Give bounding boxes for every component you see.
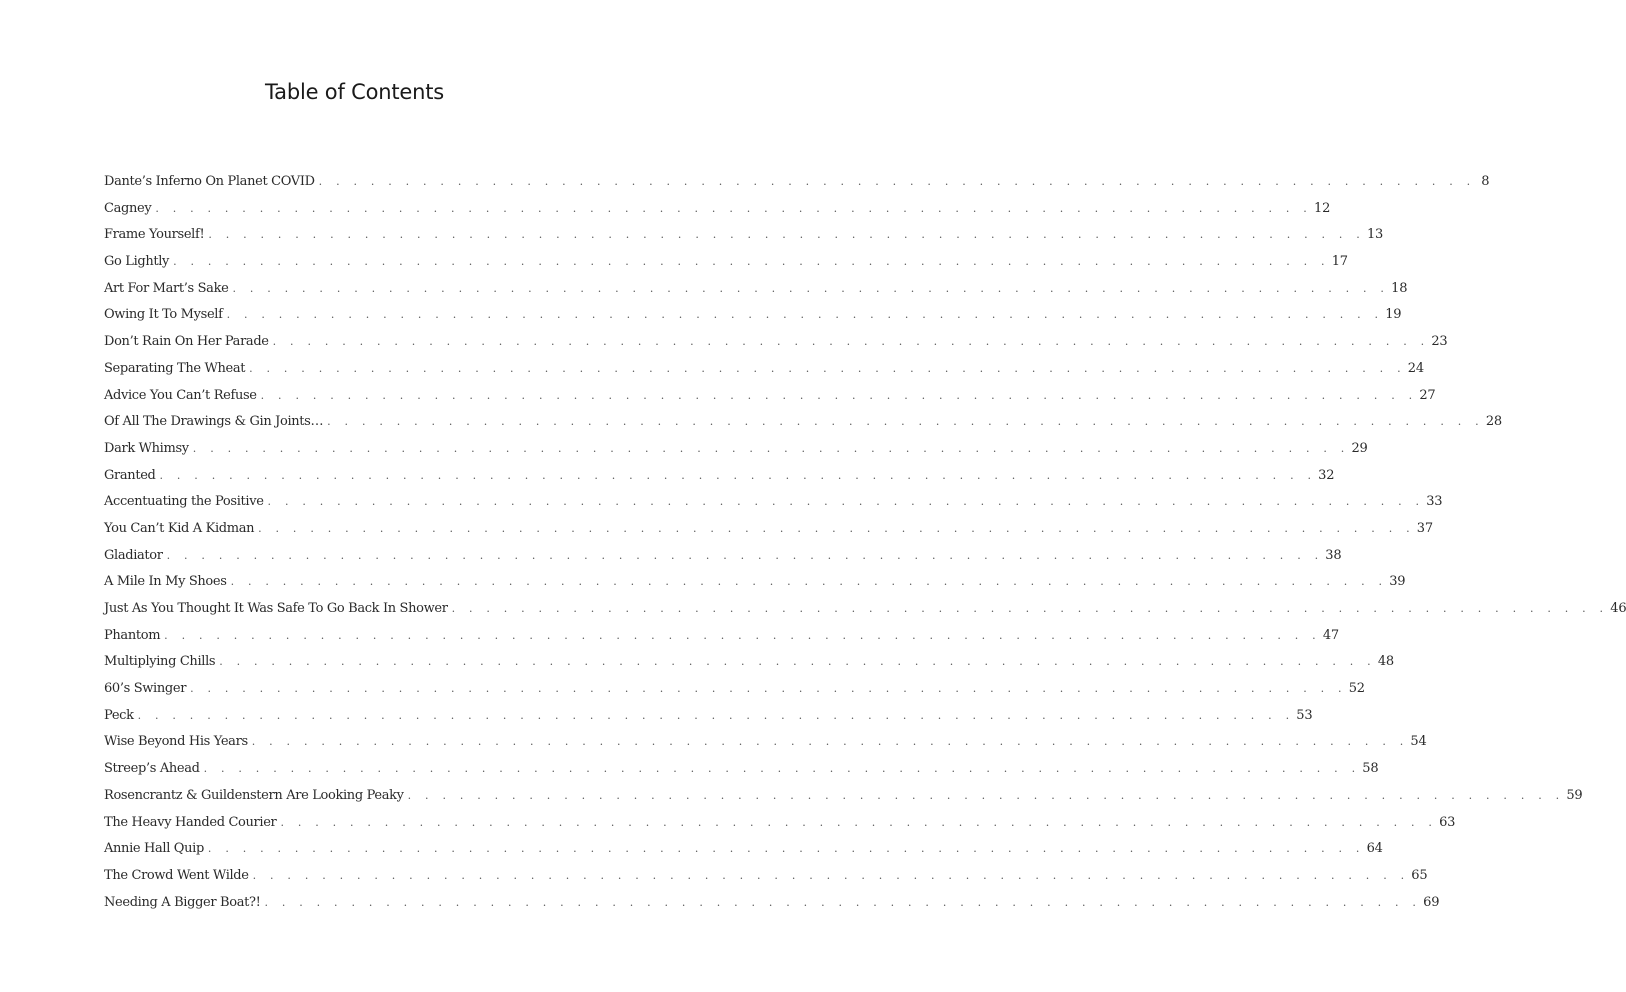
toc-entry-title: Art For Mart’s Sake [104, 280, 229, 296]
toc-page-number: 29 [1351, 440, 1368, 456]
dot-leader: . . . . . . . . . . . . . . . . . . . . . . . . . . . . . . . . . . . . . . . . . . . . . . . . . . . . . . . . . . . . . . . . . . . [327, 415, 1484, 429]
dot-leader: . . . . . . . . . . . . . . . . . . . . . . . . . . . . . . . . . . . . . . . . . . . . . . . . . . . . . . . . . . . . . . . . . . . [190, 682, 1347, 696]
dot-leader: . . . . . . . . . . . . . . . . . . . . . . . . . . . . . . . . . . . . . . . . . . . . . . . . . . . . . . . . . . . . . . . . . . . [451, 602, 1609, 615]
dot-leader: . . . . . . . . . . . . . . . . . . . . . . . . . . . . . . . . . . . . . . . . . . . . . . . . . . . . . . . . . . . . . . . . . . . [173, 255, 1330, 269]
toc-entry-title: Owing It To Myself [104, 307, 223, 323]
toc-page-number: 59 [1566, 787, 1583, 803]
dot-leader: . . . . . . . . . . . . . . . . . . . . . . . . . . . . . . . . . . . . . . . . . . . . . . . . . . . . . . . . . . . . . . . . . . . [267, 495, 1425, 509]
dot-leader: . . . . . . . . . . . . . . . . . . . . . . . . . . . . . . . . . . . . . . . . . . . . . . . . . . . . . . . . . . . . . . . . . . . [159, 468, 1317, 482]
toc-entry[interactable] [104, 307, 1402, 334]
toc-page-number: 58 [1362, 761, 1379, 777]
toc-entry[interactable] [104, 681, 1365, 708]
toc-page-number: 64 [1366, 841, 1383, 857]
toc-page-number: 19 [1385, 307, 1402, 323]
toc-page-number: 63 [1439, 814, 1456, 830]
toc-entry-title: Go Lightly [104, 254, 170, 270]
dot-leader: . . . . . . . . . . . . . . . . . . . . . . . . . . . . . . . . . . . . . . . . . . . . . . . . . . . . . . . . . . . . . . . . . . . [252, 868, 1410, 882]
toc-page-number: 28 [1485, 414, 1502, 430]
toc-entry-title: Peck [104, 707, 134, 723]
dot-leader: . . . . . . . . . . . . . . . . . . . . . . . . . . . . . . . . . . . . . . . . . . . . . . . . . . . . . . . . . . . . . . . . . . . [226, 308, 1384, 322]
toc-entry[interactable] [104, 627, 1339, 655]
toc-entry[interactable] [104, 200, 1331, 228]
toc-entry[interactable] [104, 787, 1583, 815]
toc-entry-title: Needing A Bigger Boat?! [104, 894, 261, 910]
toc-entry-title: Don’t Rain On Her Parade [104, 334, 269, 350]
dot-leader: . . . . . . . . . . . . . . . . . . . . . . . . . . . . . . . . . . . . . . . . . . . . . . . . . . . . . . . . . . . . . . . . . . . [155, 201, 1312, 215]
dot-leader: . . . . . . . . . . . . . . . . . . . . . . . . . . . . . . . . . . . . . . . . . . . . . . . . . . . . . . . . . . . . . . . . . . . [232, 281, 1390, 295]
toc-entry[interactable] [104, 547, 1342, 575]
dot-leader: . . . . . . . . . . . . . . . . . . . . . . . . . . . . . . . . . . . . . . . . . . . . . . . . . . . . . . . . . . . . . . . . . . . [208, 228, 1365, 242]
toc-entry[interactable] [104, 814, 1456, 842]
toc-entry-title: Rosencrantz & Guildenstern Are Looking Peaky [104, 787, 404, 803]
toc-page-number: 18 [1391, 280, 1408, 296]
toc-page-number: 12 [1314, 200, 1331, 216]
toc-entry[interactable] [104, 574, 1406, 601]
dot-leader: . . . . . . . . . . . . . . . . . . . . . . . . . . . . . . . . . . . . . . . . . . . . . . . . . . . . . . . . . . . . . . . . . . . [251, 735, 1409, 749]
toc-entry[interactable] [104, 601, 1626, 628]
toc-entry-title: Of All The Drawings & Gin Joints… [104, 414, 324, 430]
toc-entry-title: Dark Whimsy [104, 440, 189, 456]
toc-entry[interactable] [104, 894, 1440, 922]
toc-entry[interactable] [104, 734, 1427, 761]
toc-page-number: 47 [1322, 627, 1339, 643]
toc-page-number: 53 [1296, 707, 1313, 723]
toc-page-number: 37 [1416, 520, 1433, 536]
toc-entry[interactable] [104, 360, 1424, 388]
toc-page-number: 32 [1318, 467, 1335, 483]
toc-entry-title: You Can’t Kid A Kidman [104, 520, 255, 536]
toc-page-number: 48 [1377, 654, 1395, 670]
toc-page-number: 23 [1431, 334, 1448, 350]
toc-page-number: 33 [1426, 494, 1443, 510]
dot-leader: . . . . . . . . . . . . . . . . . . . . . . . . . . . . . . . . . . . . . . . . . . . . . . . . . . . . . . . . . . . . . . . . . . . [207, 842, 1365, 856]
toc-entry-title: A Mile In My Shoes [104, 574, 227, 590]
toc-entry[interactable] [104, 174, 1490, 201]
dot-leader: . . . . . . . . . . . . . . . . . . . . . . . . . . . . . . . . . . . . . . . . . . . . . . . . . . . . . . . . . . . . . . . . . . . [272, 335, 1430, 349]
toc-entry[interactable] [104, 841, 1383, 868]
toc-page-number: 65 [1411, 867, 1428, 883]
toc-entry[interactable] [104, 707, 1313, 735]
dot-leader: . . . . . . . . . . . . . . . . . . . . . . . . . . . . . . . . . . . . . . . . . . . . . . . . . . . . . . . . . . . . . . . . . . . [164, 628, 1321, 642]
toc-page-number: 27 [1419, 387, 1436, 403]
toc-page-number: 8 [1481, 174, 1490, 189]
toc-page-number: 38 [1325, 547, 1342, 563]
toc-page-number: 17 [1331, 254, 1348, 270]
toc-page-number: 46 [1610, 601, 1626, 616]
page-title: Table of Contents [265, 80, 444, 104]
toc-list [104, 174, 1626, 921]
toc-page-number: 52 [1348, 681, 1365, 697]
toc-page-number: 13 [1366, 227, 1384, 243]
dot-leader: . . . . . . . . . . . . . . . . . . . . . . . . . . . . . . . . . . . . . . . . . . . . . . . . . . . . . . . . . . . . . . . . . . . [230, 575, 1388, 589]
toc-entry-title: The Heavy Handed Courier [104, 814, 277, 830]
dot-leader: . . . . . . . . . . . . . . . . . . . . . . . . . . . . . . . . . . . . . . . . . . . . . . . . . . . . . . . . . . . . . . . . . . . [260, 388, 1418, 402]
dot-leader: . . . . . . . . . . . . . . . . . . . . . . . . . . . . . . . . . . . . . . . . . . . . . . . . . . . . . . . . . . . . . . . . . . . [318, 175, 1476, 188]
toc-entry-title: Just As You Thought It Was Safe To Go Back In Shower [104, 601, 448, 616]
toc-entry-title: Streep’s Ahead [104, 761, 200, 777]
toc-entry-title: Multiplying Chills [104, 654, 216, 670]
dot-leader: . . . . . . . . . . . . . . . . . . . . . . . . . . . . . . . . . . . . . . . . . . . . . . . . . . . . . . . . . . . . . . . . . . . [407, 788, 1565, 802]
dot-leader: . . . . . . . . . . . . . . . . . . . . . . . . . . . . . . . . . . . . . . . . . . . . . . . . . . . . . . . . . . . . . . . . . . . [249, 361, 1406, 375]
toc-entry-title: The Crowd Went Wilde [104, 867, 249, 883]
toc-entry[interactable] [104, 280, 1408, 308]
toc-entry-title: Cagney [104, 200, 152, 216]
toc-entry-title: 60’s Swinger [104, 681, 187, 697]
toc-page-number: 24 [1407, 360, 1424, 376]
toc-entry[interactable] [104, 520, 1433, 548]
toc-entry[interactable] [104, 254, 1348, 281]
toc-entry-title: Separating The Wheat [104, 360, 246, 376]
toc-entry-title: Gladiator [104, 547, 163, 563]
dot-leader: . . . . . . . . . . . . . . . . . . . . . . . . . . . . . . . . . . . . . . . . . . . . . . . . . . . . . . . . . . . . . . . . . . . [166, 548, 1324, 562]
toc-entry-title: Accentuating the Positive [104, 494, 264, 510]
dot-leader: . . . . . . . . . . . . . . . . . . . . . . . . . . . . . . . . . . . . . . . . . . . . . . . . . . . . . . . . . . . . . . . . . . . [219, 655, 1376, 669]
toc-entry[interactable] [104, 414, 1502, 441]
toc-entry[interactable] [104, 494, 1443, 521]
toc-entry-title: Phantom [104, 627, 161, 643]
toc-entry-title: Advice You Can’t Refuse [104, 387, 257, 403]
toc-entry[interactable] [104, 440, 1368, 468]
dot-leader: . . . . . . . . . . . . . . . . . . . . . . . . . . . . . . . . . . . . . . . . . . . . . . . . . . . . . . . . . . . . . . . . . . . [192, 441, 1350, 455]
toc-entry-title: Wise Beyond His Years [104, 734, 248, 750]
dot-leader: . . . . . . . . . . . . . . . . . . . . . . . . . . . . . . . . . . . . . . . . . . . . . . . . . . . . . . . . . . . . . . . . . . . [258, 521, 1415, 535]
dot-leader: . . . . . . . . . . . . . . . . . . . . . . . . . . . . . . . . . . . . . . . . . . . . . . . . . . . . . . . . . . . . . . . . . . . [280, 815, 1438, 829]
dot-leader: . . . . . . . . . . . . . . . . . . . . . . . . . . . . . . . . . . . . . . . . . . . . . . . . . . . . . . . . . . . . . . . . . . . [203, 762, 1361, 776]
toc-entry[interactable] [104, 334, 1448, 361]
toc-entry[interactable] [104, 467, 1335, 495]
dot-leader: . . . . . . . . . . . . . . . . . . . . . . . . . . . . . . . . . . . . . . . . . . . . . . . . . . . . . . . . . . . . . . . . . . . [137, 708, 1295, 722]
toc-entry[interactable] [104, 227, 1384, 254]
toc-page-number: 54 [1410, 734, 1427, 750]
toc-entry[interactable] [104, 761, 1379, 788]
toc-entry[interactable] [104, 387, 1436, 415]
toc-entry[interactable] [104, 654, 1395, 681]
dot-leader: . . . . . . . . . . . . . . . . . . . . . . . . . . . . . . . . . . . . . . . . . . . . . . . . . . . . . . . . . . . . . . . . . . . [264, 895, 1422, 909]
toc-entry-title: Annie Hall Quip [104, 841, 204, 857]
toc-page-number: 39 [1389, 574, 1406, 590]
toc-entry-title: Granted [104, 467, 156, 483]
toc-page-number: 69 [1423, 894, 1440, 910]
toc-entry-title: Dante’s Inferno On Planet COVID [104, 174, 315, 189]
toc-entry[interactable] [104, 867, 1428, 895]
toc-entry-title: Frame Yourself! [104, 227, 205, 243]
